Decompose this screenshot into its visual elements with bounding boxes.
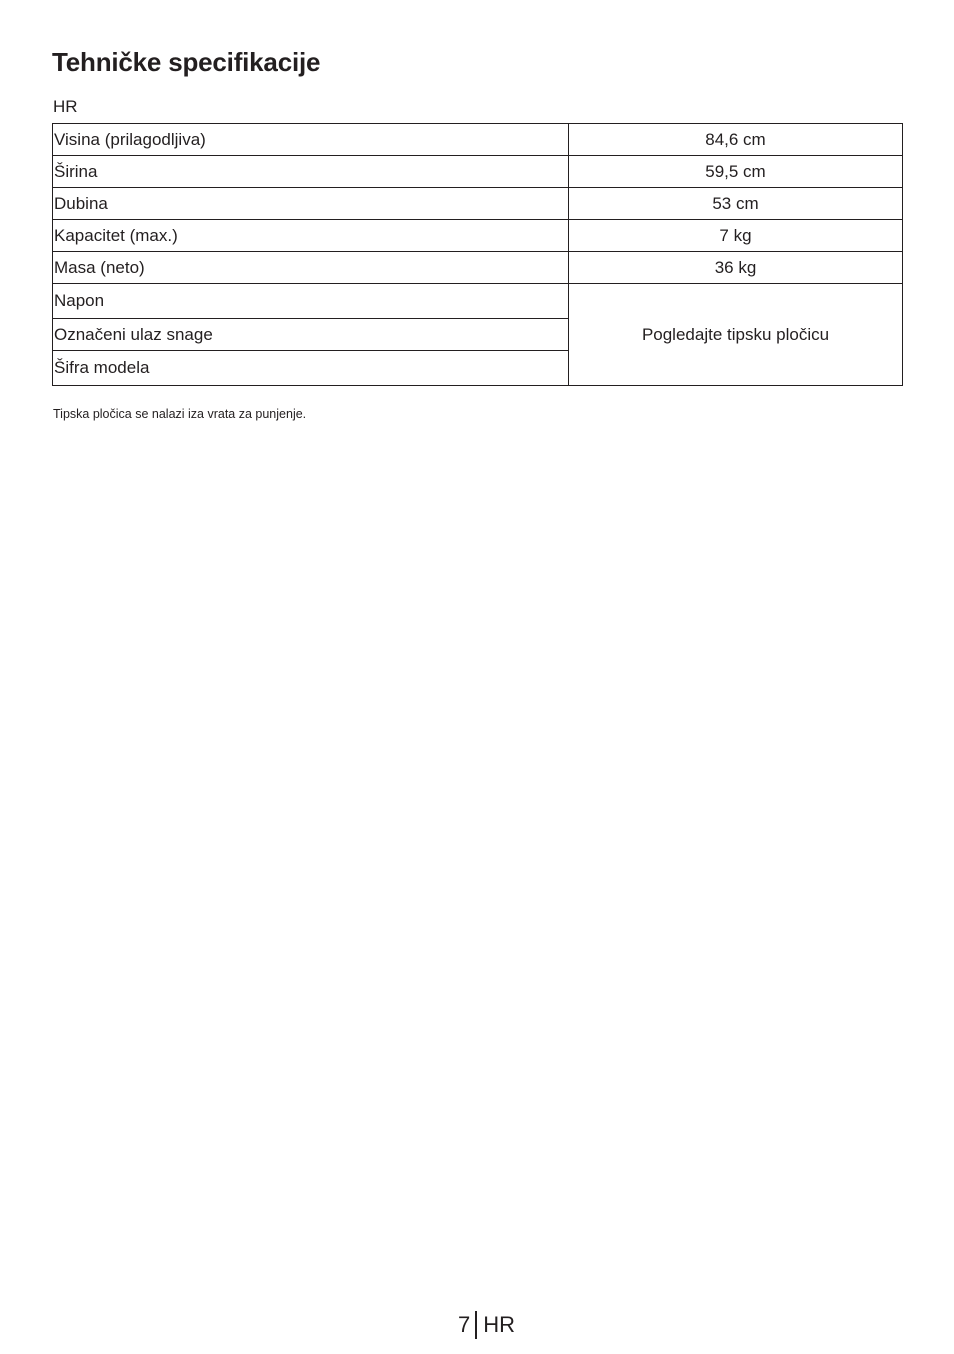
spec-value-capacity: 7 kg	[569, 220, 903, 252]
page-number: 7	[458, 1312, 471, 1337]
spec-label-net-weight: Masa (neto)	[53, 252, 569, 284]
table-row	[53, 124, 903, 156]
language-label: HR	[53, 97, 78, 116]
specifications-table	[52, 123, 903, 386]
footer-language: HR	[483, 1312, 516, 1337]
table-row	[53, 156, 903, 188]
spec-value-width: 59,5 cm	[569, 156, 903, 188]
spec-label-depth: Dubina	[53, 188, 569, 220]
spec-label-capacity: Kapacitet (max.)	[53, 220, 569, 252]
table-row	[53, 284, 903, 319]
type-plate-footnote: Tipska pločica se nalazi iza vrata za punjenje.	[53, 407, 307, 421]
spec-label-rated-power-input: Označeni ulaz snage	[53, 319, 569, 351]
spec-value-see-type-plate: Pogledajte tipsku pločicu	[569, 284, 903, 386]
table-row	[53, 252, 903, 284]
page-footer	[458, 1311, 515, 1339]
spec-value-net-weight: 36 kg	[569, 252, 903, 284]
spec-label-height: Visina (prilagodljiva)	[53, 124, 569, 156]
spec-value-height: 84,6 cm	[569, 124, 903, 156]
page-title: Tehničke specifikacije	[52, 47, 321, 77]
table-row	[53, 188, 903, 220]
spec-label-model-code: Šifra modela	[53, 351, 569, 386]
table-row	[53, 220, 903, 252]
spec-value-depth: 53 cm	[569, 188, 903, 220]
spec-label-width: Širina	[53, 156, 569, 188]
spec-label-voltage: Napon	[53, 284, 569, 319]
